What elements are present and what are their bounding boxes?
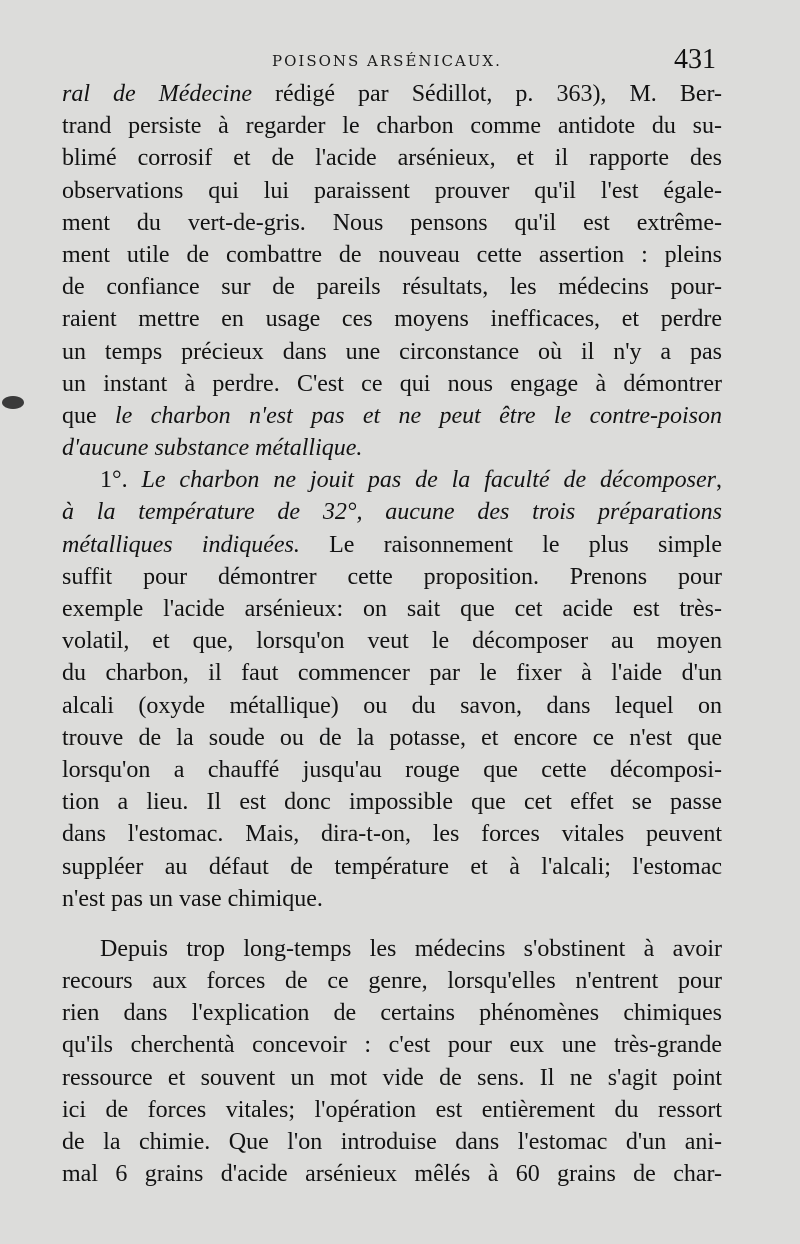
text-segment: ,: [715, 467, 722, 494]
italic-text: à la température de 32°, aucune des trois préparations: [62, 499, 722, 526]
text-segment: du charbon, il faut commencer par le fixer à l'aide d'un: [62, 660, 722, 687]
text-segment: ici de forces vitales; l'opération est entièrement du ressort: [62, 1096, 722, 1123]
text-segment: Depuis trop long-temps les médecins s'obstinent à avoir: [100, 935, 722, 962]
text-segment: de la chimie. Que l'on introduise dans l'estomac d'un ani-: [62, 1129, 722, 1155]
text-segment: observations qui lui paraissent prouver qu'il l'est égale-: [62, 177, 722, 204]
text-line: [62, 529, 722, 561]
text-line: [62, 933, 722, 965]
text-line: [62, 1094, 722, 1126]
text-segment: Le raisonnement le plus simple: [299, 531, 722, 558]
ink-blot: [2, 396, 24, 409]
text-segment: rien dans l'explication de certains phénomènes chimiques: [62, 1000, 722, 1027]
text-segment: ressource et souvent un mot vide de sens. Il ne s'agit point: [62, 1064, 722, 1091]
text-line: [62, 690, 722, 722]
text-segment: suffit pour démontrer cette proposition. Prenons pour: [62, 563, 722, 590]
text-line: [62, 851, 722, 883]
text-segment: alcali (oxyde métallique) ou du savon, dans lequel on: [62, 692, 722, 719]
page-header: [0, 42, 800, 82]
text-line: [62, 786, 722, 818]
text-segment: rédigé par Sédillot, p. 363), M. Ber-: [252, 81, 722, 107]
text-line: [62, 1029, 722, 1061]
text-segment: exemple l'acide arsénieux: on sait que cet acide est très-: [62, 596, 722, 622]
italic-text: le charbon n'est pas et ne peut être le contre-poison: [115, 402, 722, 429]
text-segment: que: [62, 402, 115, 429]
text-segment: trand persiste à regarder le charbon comme antidote du su-: [62, 113, 722, 140]
text-line: [62, 271, 722, 303]
text-line: [62, 657, 722, 689]
text-segment: un temps précieux dans une circonstance où il n'y a pas: [62, 338, 722, 365]
text-segment: tion a lieu. Il est donc impossible que cet effet se passe: [62, 789, 722, 816]
text-line: [62, 1062, 722, 1094]
text-line: [62, 593, 722, 625]
text-segment: volatil, et que, lorsqu'on veut le décomposer au moyen: [62, 628, 722, 655]
text-segment: qu'ils cherchentà concevoir : c'est pour eux une très-grande: [62, 1032, 722, 1059]
text-segment: lorsqu'on a chauffé jusqu'au rouge que cette décomposi-: [62, 756, 722, 783]
text-line: [62, 432, 722, 464]
page-number: 431: [674, 44, 716, 75]
text-line: [62, 883, 722, 915]
text-line: [62, 1158, 722, 1190]
text-line: [62, 625, 722, 657]
text-line: [62, 336, 722, 368]
text-line: [62, 368, 722, 400]
italic-text: ral de Médecine: [62, 81, 252, 107]
text-line: [62, 207, 722, 239]
text-segment: de confiance sur de pareils résultats, les médecins pour-: [62, 274, 722, 301]
text-line: [62, 464, 722, 496]
text-segment: trouve de la soude ou de la potasse, et encore ce n'est que: [62, 724, 722, 751]
italic-text: métalliques indiquées.: [62, 531, 300, 558]
text-line: [62, 754, 722, 786]
text-segment: un instant à perdre. C'est ce qui nous engage à démontrer: [62, 370, 722, 397]
text-line: [62, 561, 722, 593]
text-segment: n'est pas un vase chimique.: [62, 885, 323, 912]
text-segment: suppléer au défaut de température et à l'alcali; l'estomac: [62, 853, 722, 880]
text-line: [62, 496, 722, 528]
text-line: [62, 400, 722, 432]
text-line: [62, 818, 722, 850]
text-line: [62, 142, 722, 174]
text-segment: recours aux forces de ce genre, lorsqu'elles n'entrent pour: [62, 968, 722, 995]
text-line: [62, 965, 722, 997]
text-line: [62, 722, 722, 754]
text-segment: raient mettre en usage ces moyens inefficaces, et perdre: [62, 306, 722, 333]
text-line: [62, 110, 722, 142]
text-segment: 1°.: [100, 467, 142, 494]
body-text: [62, 78, 722, 1190]
text-segment: mal 6 grains d'acide arsénieux mêlés à 60 grains de char-: [62, 1161, 722, 1188]
text-segment: ment du vert-de-gris. Nous pensons qu'il est extrême-: [62, 209, 722, 236]
paragraph-gap: [62, 915, 722, 933]
text-segment: blimé corrosif et de l'acide arsénieux, et il rapporte des: [62, 145, 722, 172]
italic-text: d'aucune substance métallique.: [62, 435, 363, 462]
text-segment: ment utile de combattre de nouveau cette assertion : pleins: [62, 241, 722, 268]
text-segment: dans l'estomac. Mais, dira-t-on, les forces vitales peuvent: [62, 821, 722, 848]
text-line: [62, 78, 722, 110]
text-line: [62, 303, 722, 335]
text-line: [62, 1126, 722, 1158]
italic-text: Le charbon ne jouit pas de la faculté de décomposer: [141, 467, 716, 494]
text-line: [62, 239, 722, 271]
text-line: [62, 175, 722, 207]
running-head: POISONS ARSÉNICAUX.: [272, 52, 502, 70]
text-line: [62, 997, 722, 1029]
